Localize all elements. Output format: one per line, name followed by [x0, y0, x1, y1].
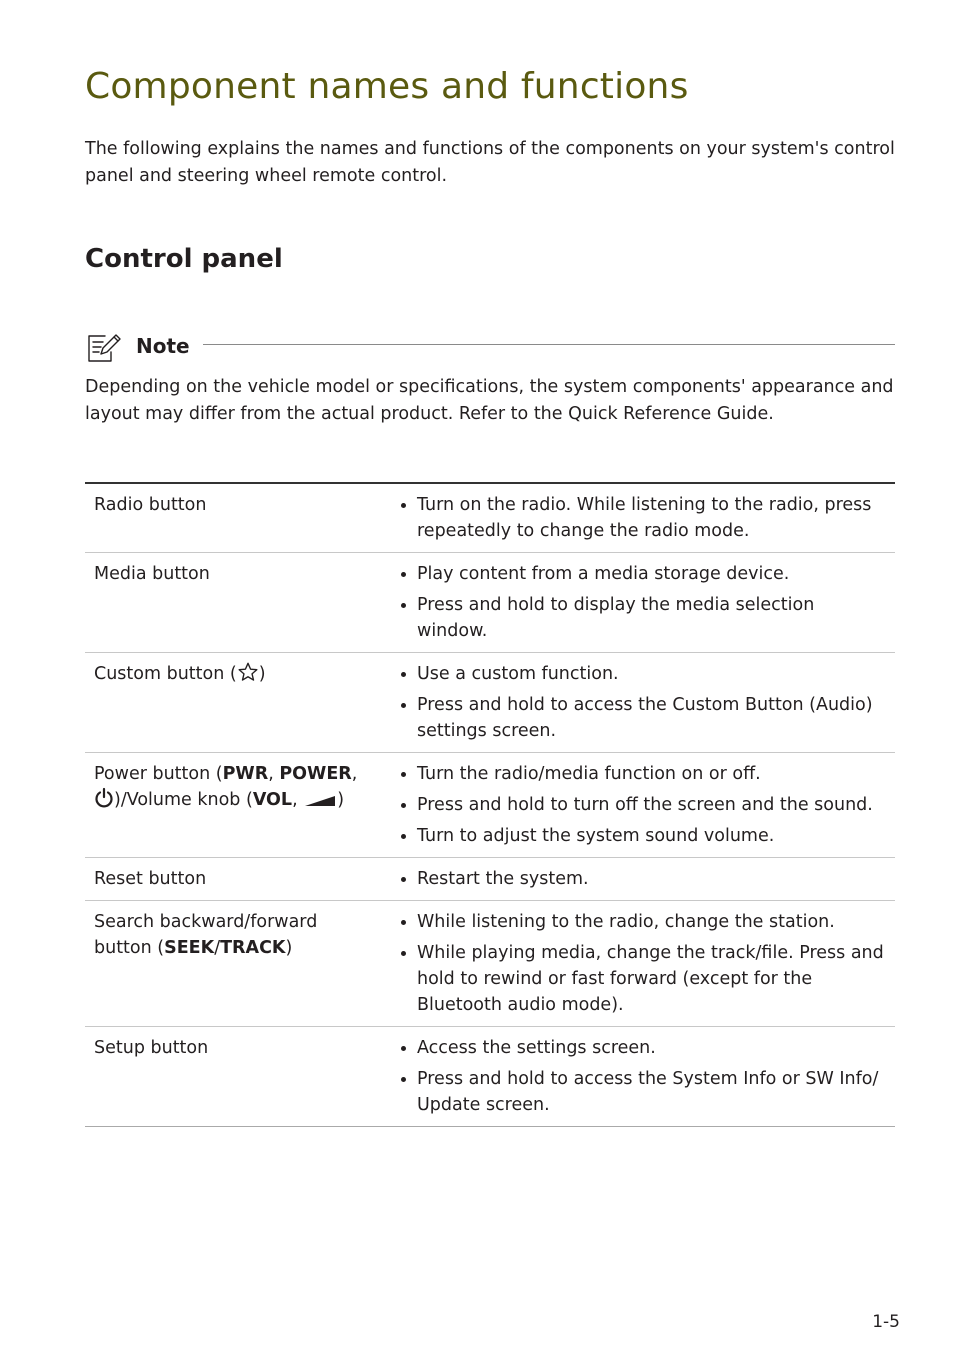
intro-paragraph: The following explains the names and functions of the components on your system's control panel and steering wheel remote control. [85, 139, 895, 186]
list-item: While listening to the radio, change the station. [399, 909, 887, 935]
list-item: Use a custom function. [399, 661, 887, 687]
note-divider [203, 344, 895, 345]
list-item: Turn the radio/media function on or off. [399, 761, 887, 787]
table-row [85, 858, 895, 901]
component-name: Reset button [85, 858, 384, 901]
table-row [85, 753, 895, 858]
component-name: Media button [85, 553, 384, 653]
key-label: TRACK [220, 938, 286, 958]
page-title: Component names and functions [85, 66, 689, 107]
volume-icon [303, 791, 337, 817]
component-name: Radio button [85, 483, 384, 553]
list-item: Turn on the radio. While listening to the radio, press repeatedly to change the radio mode. [399, 492, 887, 544]
list-item: Press and hold to turn off the screen and the sound. [399, 792, 887, 818]
list-item: Play content from a media storage device. [399, 561, 887, 587]
table-row [85, 1027, 895, 1127]
name-text: , [268, 764, 280, 784]
star-icon [237, 661, 259, 691]
table-row [85, 653, 895, 753]
component-functions [384, 653, 895, 753]
component-functions [384, 553, 895, 653]
name-text: Search backward/forward [94, 912, 318, 932]
note-text: Depending on the vehicle model or specifications, the system components' appearance and layout may differ from the actual product. Refer to the Quick Reference Guide. [85, 377, 894, 424]
name-text: , [292, 790, 304, 810]
note-header [85, 330, 895, 364]
component-name [85, 753, 384, 858]
component-name: Setup button [85, 1027, 384, 1127]
name-text: button ( [94, 938, 165, 958]
list-item: Access the settings screen. [399, 1035, 887, 1061]
component-functions [384, 1027, 895, 1127]
table-row [85, 483, 895, 553]
key-label: SEEK [164, 938, 215, 958]
section-title: Control panel [85, 244, 283, 274]
list-item: Press and hold to access the System Info or SW Info/ Update screen. [399, 1066, 887, 1118]
key-label: PWR [222, 764, 269, 784]
name-text: ) [285, 938, 293, 958]
list-item: Restart the system. [399, 866, 887, 892]
name-text: Power button ( [94, 764, 223, 784]
name-text: ) [258, 664, 266, 684]
name-text: ) [337, 790, 345, 810]
table-row [85, 901, 895, 1027]
list-item: Turn to adjust the system sound volume. [399, 823, 887, 849]
component-functions [384, 858, 895, 901]
component-functions [384, 483, 895, 553]
note-label: Note [136, 334, 190, 358]
name-text: , [351, 764, 358, 784]
name-text: )/Volume knob ( [114, 790, 253, 810]
table-row [85, 553, 895, 653]
component-name [85, 653, 384, 753]
name-text: Custom button ( [94, 664, 237, 684]
list-item: Press and hold to access the Custom Button (Audio) settings screen. [399, 692, 887, 744]
component-name [85, 901, 384, 1027]
power-icon [94, 787, 114, 817]
note-pencil-icon [85, 330, 121, 364]
component-functions [384, 753, 895, 858]
key-label: VOL [252, 790, 293, 810]
components-table [85, 482, 895, 1127]
key-label: POWER [279, 764, 352, 784]
component-functions [384, 901, 895, 1027]
name-text: / [214, 938, 221, 958]
list-item: While playing media, change the track/file. Press and hold to rewind or fast forward (except for the Bluetooth audio mode). [399, 940, 887, 1018]
page-number: 1-5 [872, 1312, 900, 1332]
list-item: Press and hold to display the media selection window. [399, 592, 887, 644]
